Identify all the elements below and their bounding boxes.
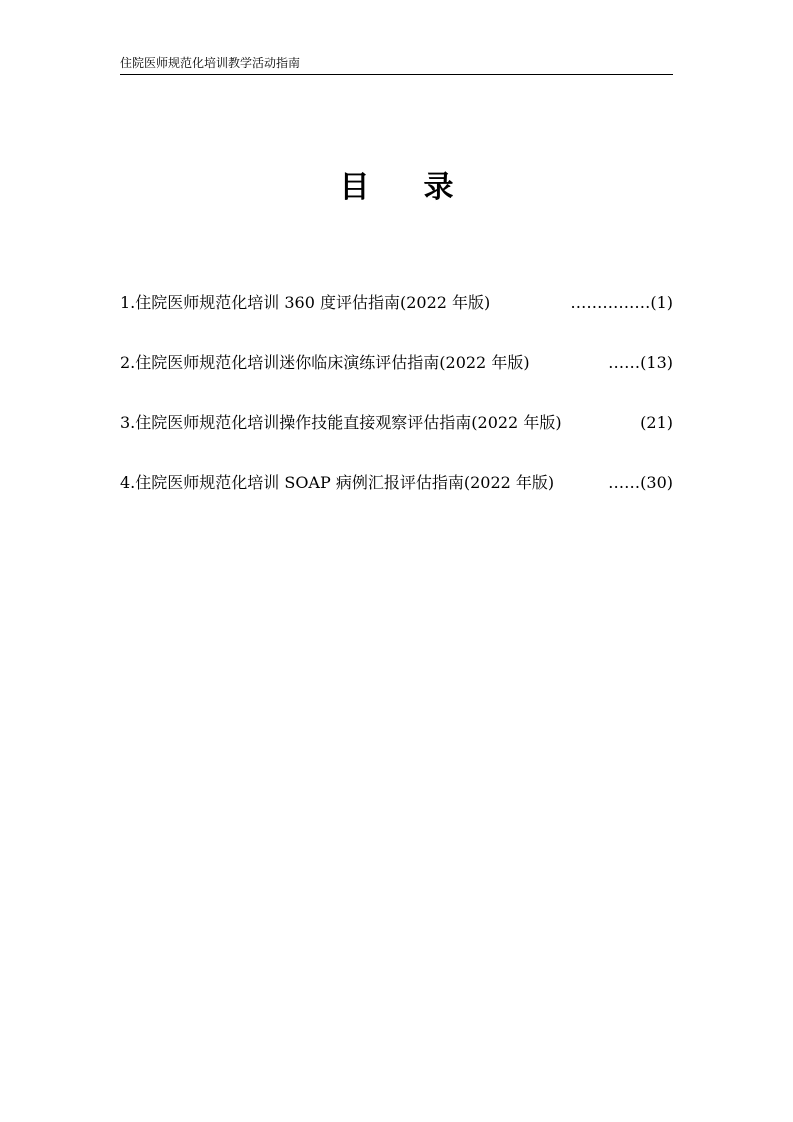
toc-entry-page-number: (1) (650, 293, 673, 312)
toc-entry-leader: …………… (570, 293, 651, 312)
toc-entry[interactable] (120, 411, 673, 435)
toc-entry-page-number: (13) (640, 353, 673, 372)
running-header (120, 56, 673, 75)
toc-entry-leader: …… (608, 473, 641, 492)
toc-entry-text: 1.住院医师规范化培训 360 度评估指南(2022 年版) (120, 293, 491, 312)
toc-entry-page-number: (30) (640, 473, 673, 492)
toc-entry-leader: …… (608, 353, 641, 372)
toc-entry[interactable] (120, 351, 673, 375)
toc-entry[interactable] (120, 291, 673, 315)
toc-entry[interactable] (120, 471, 673, 495)
toc-title: 目录 (339, 170, 508, 205)
toc-entry-text: 4.住院医师规范化培训 SOAP 病例汇报评估指南(2022 年版) (120, 473, 555, 492)
toc-entry-text: 2.住院医师规范化培训迷你临床演练评估指南(2022 年版) (120, 353, 530, 372)
running-header-title: 住院医师规范化培训教学活动指南 (120, 56, 301, 70)
toc-entry-text: 3.住院医师规范化培训操作技能直接观察评估指南(2022 年版) (120, 413, 562, 432)
toc-entry-page-number: (21) (640, 413, 673, 432)
toc-list (120, 291, 673, 531)
